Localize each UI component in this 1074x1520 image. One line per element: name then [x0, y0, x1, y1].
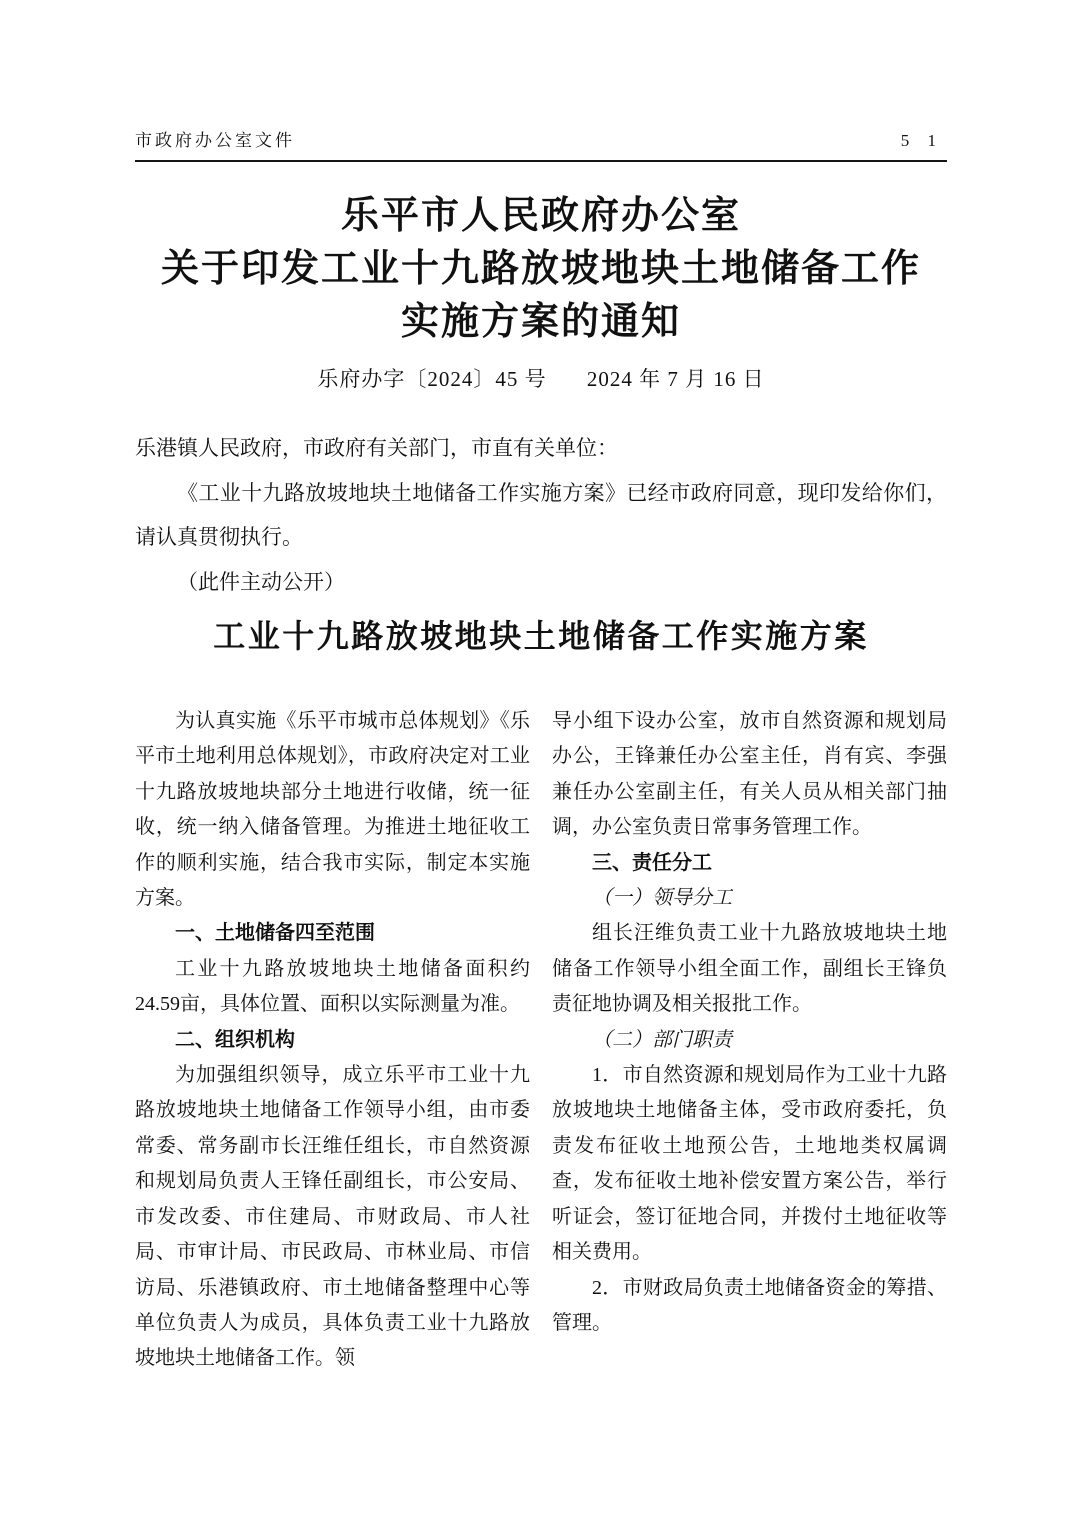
section-heading-responsibility: 三、责任分工: [592, 851, 712, 874]
notice-body: [135, 426, 947, 604]
page-header: [135, 126, 947, 156]
two-column-layout: [135, 704, 947, 1377]
paragraph-organization-continued: 导小组下设办公室，放市自然资源和规划局办公，王锋兼任办公室主任，肖有宾、李强兼任办公室副主任，有关人员从相关部门抽调，办公室负责日常事务管理工作。: [552, 710, 947, 839]
left-column: [135, 704, 530, 1377]
salutation: 乐港镇人民政府，市政府有关部门，市直有关单位：: [135, 436, 618, 460]
subsection-heading-departments: （二）部门职责: [592, 1028, 732, 1051]
paragraph-leadership: 组长汪维负责工业十九路放坡地块土地储备工作领导小组全面工作，副组长王锋负责征地协调及相关报批工作。: [552, 922, 947, 1016]
paragraph-department-1: 1．市自然资源和规划局作为工业十九路放坡地块土地储备主体，受市政府委托，负责发布征收土地预公告，土地地类权属调查，发布征收土地补偿安置方案公告，举行听证会，签订征地合同，并拨付土地征收等相关费用。: [552, 1064, 947, 1264]
header-divider: [135, 160, 947, 162]
notice-title: [135, 190, 947, 349]
doc-date: 2024 年 7 月 16 日: [586, 367, 765, 391]
right-column: [552, 704, 947, 1377]
notice-title-line-2: 关于印发工业十九路放坡地块土地储备工作: [160, 248, 921, 290]
doc-meta: [135, 365, 947, 394]
section-heading-organization: 二、组织机构: [175, 1028, 295, 1051]
paragraph-department-2: 2．市财政局负责土地储备资金的筹措、管理。: [552, 1276, 947, 1334]
subsection-heading-leadership: （一）领导分工: [592, 887, 732, 910]
header-doc-label: 市政府办公室文件: [135, 131, 295, 150]
paragraph-organization: 为加强组织领导，成立乐平市工业十九路放坡地块土地储备工作领导小组，由市委常委、常务副市长汪维任组长，市自然资源和规划局负责人王锋任副组长，市公安局、市发改委、市住建局、市财政局、市人社局、市审计局、市民政局、市林业局、市信访局、乐港镇政府、市土地储备整理中心等单位负责人为成员，具体负责工业十九路放坡地块土地储备工作。领: [135, 1064, 530, 1370]
paragraph-scope: 工业十九路放坡地块土地储备面积约24.59亩，具体位置、面积以实际测量为准。: [135, 957, 530, 1016]
page-number: 5 1: [900, 131, 943, 150]
notice-title-line-3: 实施方案的通知: [400, 301, 681, 343]
section-heading-scope: 一、土地储备四至范围: [175, 922, 375, 945]
notice-paragraph: 《工业十九路放坡地块土地储备工作实施方案》已经市政府同意，现印发给你们，请认真贯彻执行。: [135, 480, 947, 549]
paragraph-intro: 为认真实施《乐平市城市总体规划》《乐平市土地利用总体规划》，市政府决定对工业十九路放坡地块部分土地进行收储，统一征收，统一纳入储备管理。为推进土地征收工作的顺利实施，结合我市实际，制定本实施方案。: [135, 710, 530, 910]
notice-title-line-1: 乐平市人民政府办公室: [340, 195, 741, 237]
plan-heading: 工业十九路放坡地块土地储备工作实施方案: [213, 618, 869, 654]
doc-number: 乐府办字〔2024〕45 号: [317, 367, 547, 391]
disclosure-note: （此件主动公开）: [177, 569, 345, 594]
